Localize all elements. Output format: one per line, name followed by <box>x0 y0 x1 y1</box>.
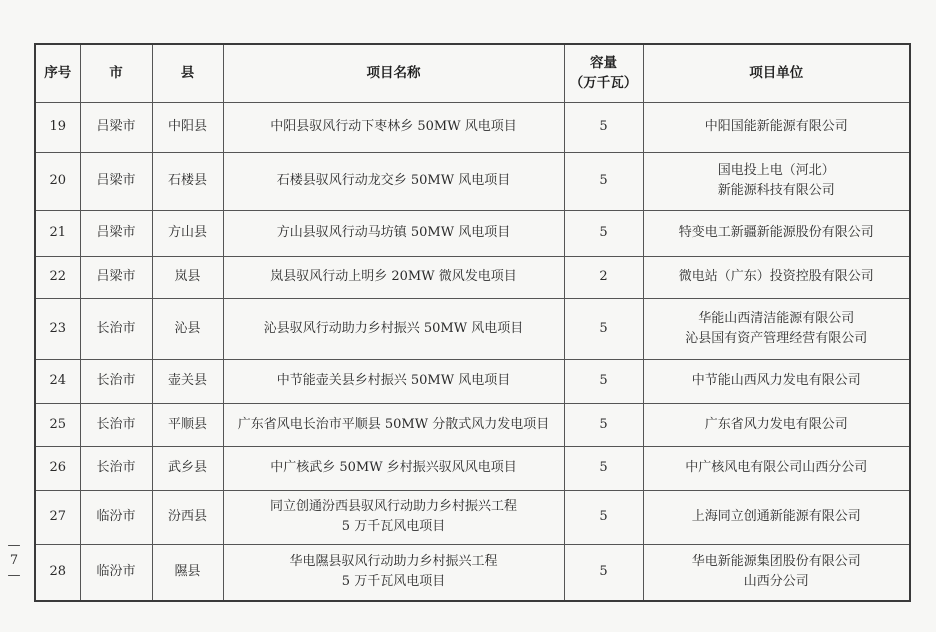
cell-seq: 28 <box>35 544 80 601</box>
header-county: 县 <box>152 44 223 102</box>
cell-project-name <box>223 102 564 152</box>
cell-project-name-line: 5 万千瓦风电项目 <box>341 574 446 590</box>
cell-company <box>643 446 910 490</box>
cell-county: 沁县 <box>152 298 223 359</box>
cell-project-name <box>223 359 564 403</box>
cell-company-line: 中阳国能新能源有限公司 <box>704 119 848 134</box>
cell-company <box>643 210 910 256</box>
header-project-name: 项目名称 <box>223 44 564 102</box>
cell-city: 临汾市 <box>80 544 152 601</box>
cell-seq: 23 <box>35 298 80 359</box>
cell-seq: 26 <box>35 446 80 490</box>
cell-company <box>643 490 910 544</box>
cell-capacity: 5 <box>564 490 643 544</box>
cell-project-name-line: 广东省风电长治市平顺县 50MW 分散式风力发电项目 <box>237 416 550 432</box>
table-body <box>35 102 910 601</box>
cell-county: 岚县 <box>152 256 223 298</box>
cell-county: 方山县 <box>152 210 223 256</box>
cell-company <box>643 298 910 359</box>
cell-company <box>643 102 910 152</box>
cell-project-name <box>223 298 564 359</box>
cell-capacity: 5 <box>564 152 643 210</box>
table-row <box>35 446 910 490</box>
cell-county: 石楼县 <box>152 152 223 210</box>
cell-county: 平顺县 <box>152 403 223 446</box>
cell-project-name <box>223 403 564 446</box>
cell-company-line: 华电新能源集团股份有限公司 <box>691 554 861 570</box>
table-row <box>35 210 910 256</box>
cell-company <box>643 152 910 210</box>
cell-company-line: 中广核风电有限公司山西分公司 <box>685 460 868 475</box>
table-header-row <box>35 44 910 102</box>
cell-company-line: 山西分公司 <box>743 574 809 590</box>
cell-project-name-line: 中节能壶关县乡村振兴 50MW 风电项目 <box>276 373 511 388</box>
cell-company <box>643 403 910 446</box>
cell-county: 中阳县 <box>152 102 223 152</box>
page-number-dash-top: — <box>7 538 21 553</box>
cell-company-line: 上海同立创通新能源有限公司 <box>691 509 861 524</box>
cell-project-name <box>223 210 564 256</box>
cell-county: 汾西县 <box>152 490 223 544</box>
table-row <box>35 102 910 152</box>
cell-city: 长治市 <box>80 298 152 359</box>
cell-city: 吕梁市 <box>80 152 152 210</box>
page-number <box>6 538 22 583</box>
cell-seq: 25 <box>35 403 80 446</box>
cell-seq: 22 <box>35 256 80 298</box>
cell-seq: 20 <box>35 152 80 210</box>
cell-company <box>643 359 910 403</box>
cell-project-name-line: 沁县驭风行动助力乡村振兴 50MW 风电项目 <box>263 320 524 336</box>
table-row <box>35 544 910 601</box>
header-capacity-line1: 容量 <box>590 55 617 72</box>
cell-city: 长治市 <box>80 446 152 490</box>
cell-project-name <box>223 256 564 298</box>
cell-project-name-line: 中广核武乡 50MW 乡村振兴驭风风电项目 <box>270 460 517 475</box>
cell-seq: 24 <box>35 359 80 403</box>
cell-county: 武乡县 <box>152 446 223 490</box>
project-table <box>34 43 911 602</box>
header-company: 项目单位 <box>643 44 910 102</box>
header-capacity-line2: （万千瓦） <box>569 75 638 92</box>
cell-project-name <box>223 446 564 490</box>
cell-capacity: 5 <box>564 544 643 601</box>
cell-city: 吕梁市 <box>80 102 152 152</box>
table-row <box>35 256 910 298</box>
cell-capacity: 5 <box>564 359 643 403</box>
cell-capacity: 5 <box>564 298 643 359</box>
cell-company-line: 沁县国有资产管理经营有限公司 <box>685 330 868 346</box>
cell-city: 长治市 <box>80 359 152 403</box>
cell-seq: 19 <box>35 102 80 152</box>
cell-project-name <box>223 544 564 601</box>
cell-company <box>643 544 910 601</box>
cell-company-line: 国电投上电（河北） <box>717 163 835 178</box>
cell-project-name-line: 华电隰县驭风行动助力乡村振兴工程 <box>289 554 498 570</box>
cell-capacity: 2 <box>564 256 643 298</box>
header-city: 市 <box>80 44 152 102</box>
header-seq: 序号 <box>35 44 80 102</box>
table-row <box>35 152 910 210</box>
page-number-value: 7 <box>9 553 19 568</box>
table-row <box>35 298 910 359</box>
cell-seq: 27 <box>35 490 80 544</box>
cell-capacity: 5 <box>564 403 643 446</box>
cell-project-name <box>223 490 564 544</box>
cell-county: 隰县 <box>152 544 223 601</box>
page-number-dash-bottom: — <box>7 568 21 583</box>
cell-project-name-line: 中阳县驭风行动下枣林乡 50MW 风电项目 <box>270 119 517 134</box>
cell-project-name <box>223 152 564 210</box>
cell-company-line: 中节能山西风力发电有限公司 <box>691 373 861 388</box>
cell-capacity: 5 <box>564 446 643 490</box>
cell-city: 吕梁市 <box>80 256 152 298</box>
cell-city: 长治市 <box>80 403 152 446</box>
cell-project-name-line: 岚县驭风行动上明乡 20MW 微风发电项目 <box>270 269 517 284</box>
table-row <box>35 359 910 403</box>
cell-company-line: 新能源科技有限公司 <box>717 183 835 198</box>
header-capacity <box>564 44 643 102</box>
cell-capacity: 5 <box>564 102 643 152</box>
cell-city: 临汾市 <box>80 490 152 544</box>
cell-company-line: 特变电工新疆新能源股份有限公司 <box>678 225 874 240</box>
table-row <box>35 403 910 446</box>
cell-city: 吕梁市 <box>80 210 152 256</box>
cell-company-line: 华能山西清洁能源有限公司 <box>698 310 855 326</box>
cell-project-name-line: 石楼县驭风行动龙交乡 50MW 风电项目 <box>276 173 511 188</box>
cell-company <box>643 256 910 298</box>
cell-project-name-line: 同立创通汾西县驭风行动助力乡村振兴工程 <box>269 499 517 514</box>
cell-seq: 21 <box>35 210 80 256</box>
table-row <box>35 490 910 544</box>
cell-capacity: 5 <box>564 210 643 256</box>
cell-county: 壶关县 <box>152 359 223 403</box>
cell-project-name-line: 方山县驭风行动马坊镇 50MW 风电项目 <box>276 225 511 240</box>
cell-project-name-line: 5 万千瓦风电项目 <box>341 519 446 534</box>
cell-company-line: 微电站（广东）投资控股有限公司 <box>678 269 874 284</box>
cell-company-line: 广东省风力发电有限公司 <box>704 416 848 432</box>
